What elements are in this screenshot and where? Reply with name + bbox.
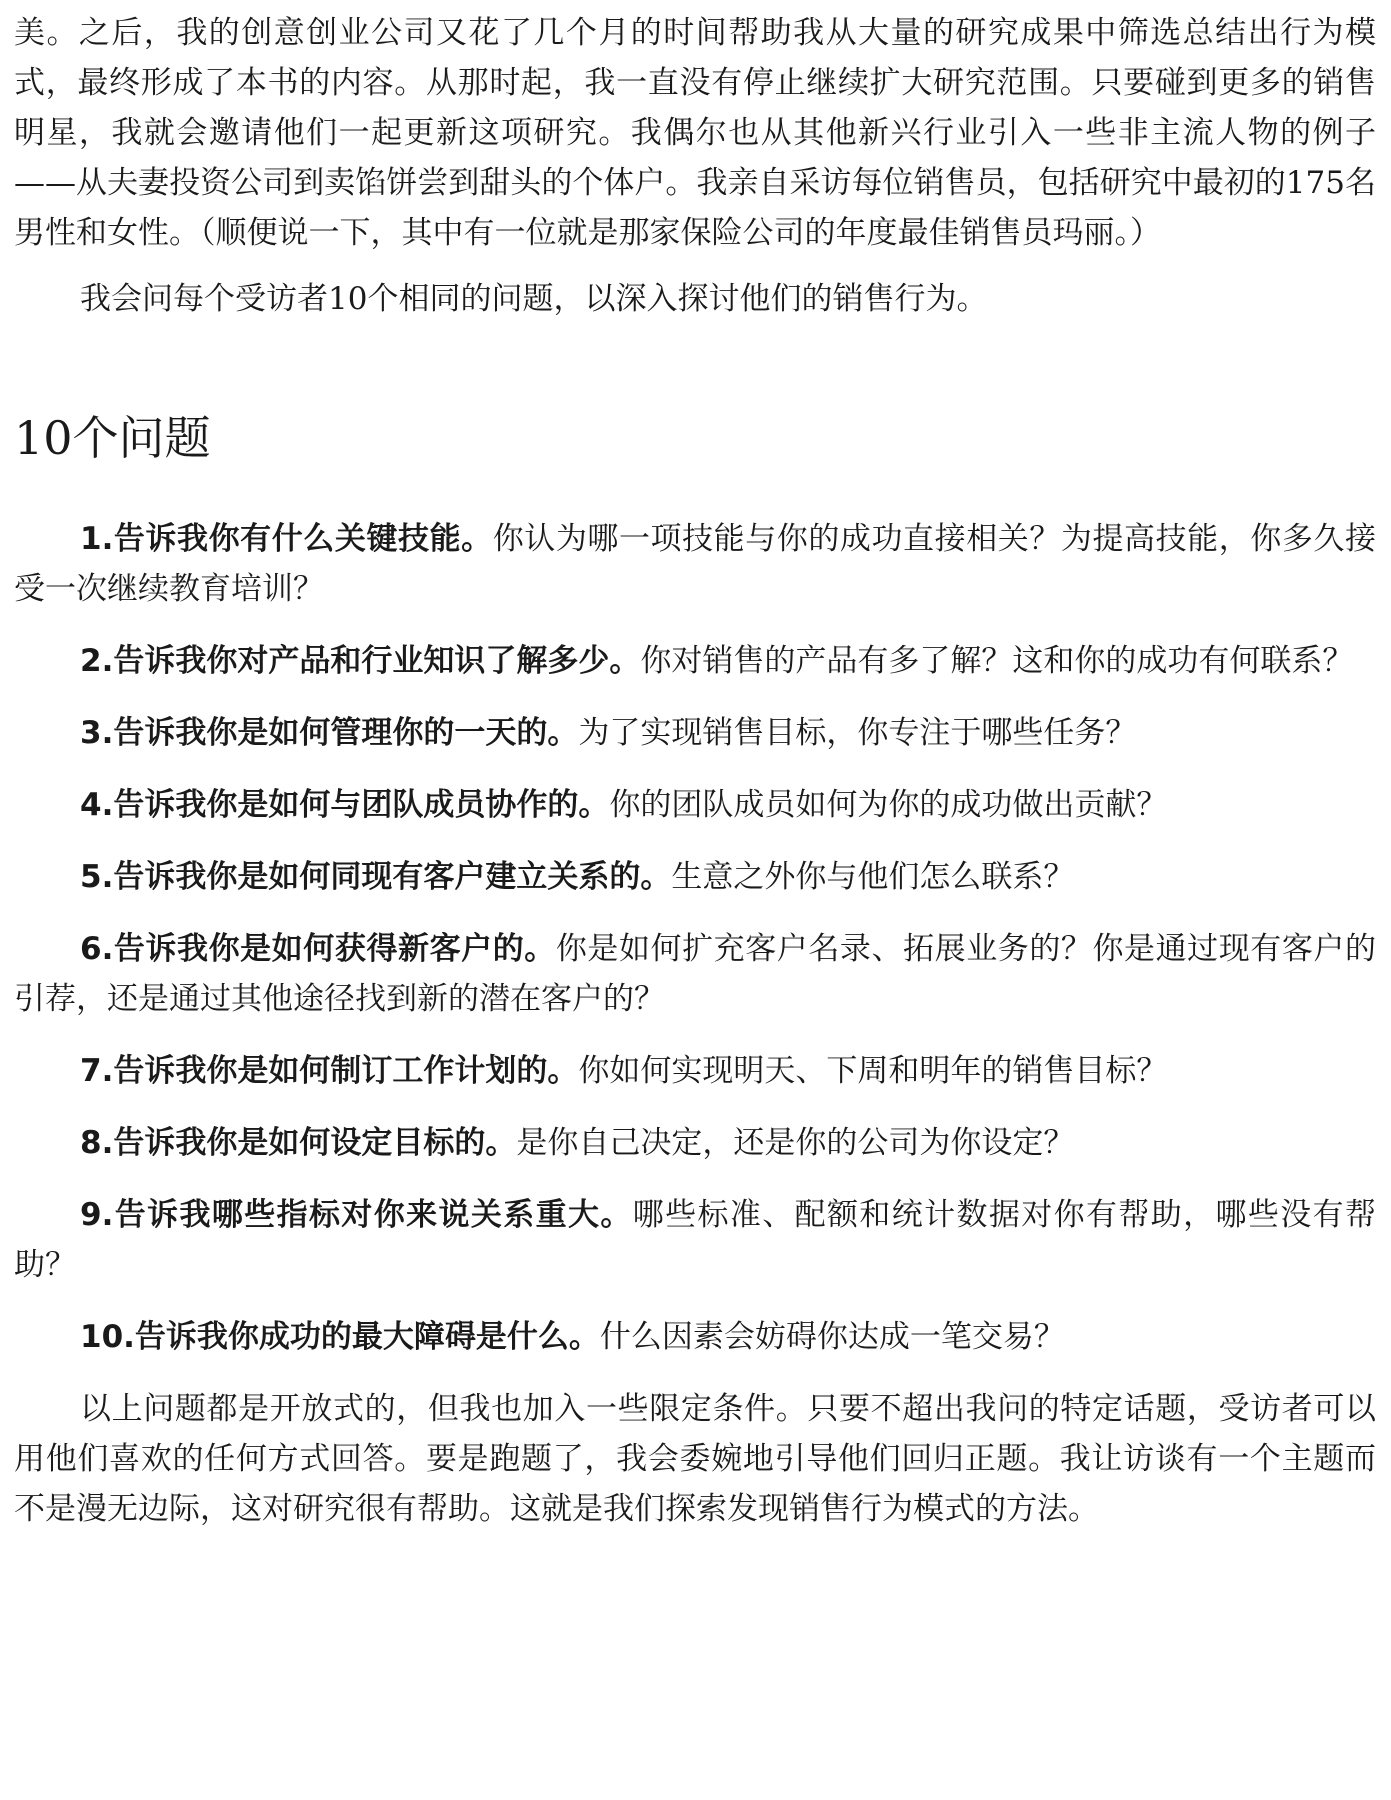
question-lead: 8.告诉我你是如何设定目标的。 bbox=[80, 1125, 517, 1161]
question-item-6 bbox=[14, 924, 1376, 1024]
question-item-8 bbox=[14, 1118, 1376, 1168]
question-item-5 bbox=[14, 852, 1376, 902]
question-lead: 1.告诉我你有什么关键技能。 bbox=[80, 521, 493, 557]
question-body: 什么因素会妨碍你达成一笔交易？ bbox=[599, 1319, 1065, 1355]
question-item-4 bbox=[14, 780, 1376, 830]
intro-paragraph-questions-note: 我会问每个受访者10个相同的问题，以深入探讨他们的销售行为。 bbox=[80, 281, 988, 317]
question-lead: 7.告诉我你是如何制订工作计划的。 bbox=[80, 1053, 579, 1089]
question-item-7 bbox=[14, 1046, 1376, 1096]
question-body: 是你自己决定，还是你的公司为你设定？ bbox=[516, 1125, 1075, 1161]
question-item-9 bbox=[14, 1190, 1376, 1290]
question-lead: 4.告诉我你是如何与团队成员协作的。 bbox=[80, 787, 610, 823]
question-lead: 10.告诉我你成功的最大障碍是什么。 bbox=[80, 1319, 600, 1355]
question-body: 你是如何扩充客户名录、拓展业务的？你是通过现有客户的引荐，还是通过其他途径找到新的潜在客户的？ bbox=[14, 931, 1376, 1017]
question-item-2 bbox=[14, 636, 1376, 686]
question-lead: 5.告诉我你是如何同现有客户建立关系的。 bbox=[80, 859, 672, 895]
question-list bbox=[14, 514, 1376, 1362]
question-body: 哪些标准、配额和统计数据对你有帮助，哪些没有帮助？ bbox=[14, 1197, 1376, 1283]
intro-paragraph: 美。之后，我的创意创业公司又花了几个月的时间帮助我从大量的研究成果中筛选总结出行为模式，最终形成了本书的内容。从那时起，我一直没有停止继续扩大研究范围。只要碰到更多的销售明星，我就会邀请他们一起更新这项研究。我偶尔也从其他新兴行业引入一些非主流人物的例子——从夫妻投资公司到卖馅饼尝到甜头的个体户。我亲自采访每位销售员，包括研究中最初的175名男性和女性。（顺便说一下，其中有一位就是那家保险公司的年度最佳销售员玛丽。） bbox=[14, 15, 1376, 251]
question-lead: 3.告诉我你是如何管理你的一天的。 bbox=[80, 715, 579, 751]
question-body: 为了实现销售目标，你专注于哪些任务？ bbox=[578, 715, 1137, 751]
document-page bbox=[14, 8, 1376, 1534]
question-body: 生意之外你与他们怎么联系？ bbox=[671, 859, 1075, 895]
question-item-1 bbox=[14, 514, 1376, 614]
question-body: 你如何实现明天、下周和明年的销售目标？ bbox=[578, 1053, 1168, 1089]
section-heading: 10个问题 bbox=[14, 411, 211, 465]
question-lead: 2.告诉我你对产品和行业知识了解多少。 bbox=[80, 643, 641, 679]
question-body: 你对销售的产品有多了解？这和你的成功有何联系？ bbox=[640, 643, 1354, 679]
question-item-10 bbox=[14, 1312, 1376, 1362]
question-item-3 bbox=[14, 708, 1376, 758]
outro-paragraph: 以上问题都是开放式的，但我也加入一些限定条件。只要不超出我问的特定话题，受访者可以用他们喜欢的任何方式回答。要是跑题了，我会委婉地引导他们回归正题。我让访谈有一个主题而不是漫无边际，这对研究很有帮助。这就是我们探索发现销售行为模式的方法。 bbox=[14, 1391, 1376, 1527]
question-lead: 9.告诉我哪些指标对你来说关系重大。 bbox=[80, 1197, 633, 1233]
question-body: 你的团队成员如何为你的成功做出贡献？ bbox=[609, 787, 1168, 823]
question-body: 你认为哪一项技能与你的成功直接相关？为提高技能，你多久接受一次继续教育培训？ bbox=[14, 521, 1376, 607]
question-lead: 6.告诉我你是如何获得新客户的。 bbox=[80, 931, 556, 967]
